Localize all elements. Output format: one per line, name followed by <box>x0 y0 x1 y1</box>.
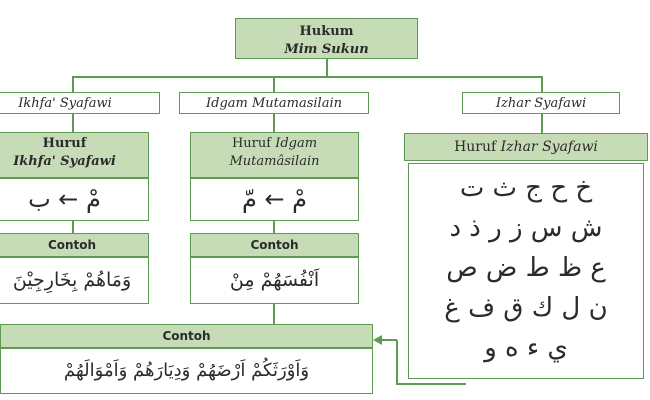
letters-ikhfa-box <box>0 178 149 221</box>
huruf-ikhfa-subtitle: Ikhfa' Syafawi <box>13 154 116 169</box>
branch-izhar-label: Izhar Syafawi <box>495 96 587 111</box>
huruf-idgam-box <box>190 132 359 178</box>
contoh-ikhfa-label: Contoh <box>47 238 97 252</box>
huruf-izhar-box <box>404 133 648 161</box>
branch-izhar <box>462 92 620 114</box>
branch-idgam-label: Idgam Mutamasilain <box>206 96 342 111</box>
letters-izhar-row-4: ن ل ك ق ف غ <box>444 293 608 323</box>
branch-ikhfa <box>0 92 160 114</box>
contoh-ikhfa-example: وَمَاهُمْ بِخَارِجِيْنَ <box>12 269 132 291</box>
contoh-ikhfa-label-box <box>0 233 149 257</box>
huruf-idgam-title: Huruf <box>231 136 272 151</box>
huruf-ikhfa-title: Huruf <box>42 136 87 151</box>
huruf-ikhfa-box <box>0 132 149 178</box>
contoh-izhar-label: Contoh <box>162 329 211 343</box>
huruf-izhar-title-italic: Izhar Syafawi <box>500 139 598 155</box>
letters-izhar-row-2: ش س ز ر ذ د <box>449 213 603 243</box>
contoh-izhar-label-box <box>0 324 373 348</box>
huruf-idgam-subtitle: Mutamâsilain <box>229 154 320 169</box>
letters-idgam: مْ ← مّ <box>241 185 308 213</box>
letters-izhar-row-1: خ ح ج ث ت <box>459 173 593 203</box>
root-title: Hukum <box>299 24 354 39</box>
contoh-izhar-example: وَاَوْرَثَكُمْ اَرْضَهُمْ وَدِيَارَهُمْ وَاَمْوَالَهُمْ <box>63 360 310 381</box>
huruf-idgam-title-italic: Idgam <box>275 136 318 151</box>
contoh-idgam-example-box <box>190 257 359 304</box>
contoh-idgam-label-box <box>190 233 359 257</box>
letters-ikhfa: مْ ← ب <box>28 185 101 213</box>
letters-izhar-row-5: ي ء ه و <box>484 333 568 363</box>
contoh-ikhfa-example-box <box>0 257 149 304</box>
contoh-izhar-example-box <box>0 348 373 394</box>
contoh-idgam-example: اَنْفُسَهُمْ مِنْ <box>229 269 320 291</box>
letters-izhar-box <box>408 163 644 379</box>
letters-izhar-row-3: ع ظ ط ض ص <box>446 253 606 283</box>
branch-ikhfa-label: Ikhfa' Syafawi <box>18 96 112 111</box>
contoh-idgam-label: Contoh <box>250 238 299 252</box>
huruf-izhar-title: Huruf <box>454 139 497 155</box>
branch-idgam <box>179 92 369 114</box>
letters-idgam-box <box>190 178 359 221</box>
root-box <box>235 18 418 59</box>
root-subtitle: Mim Sukun <box>284 42 369 57</box>
